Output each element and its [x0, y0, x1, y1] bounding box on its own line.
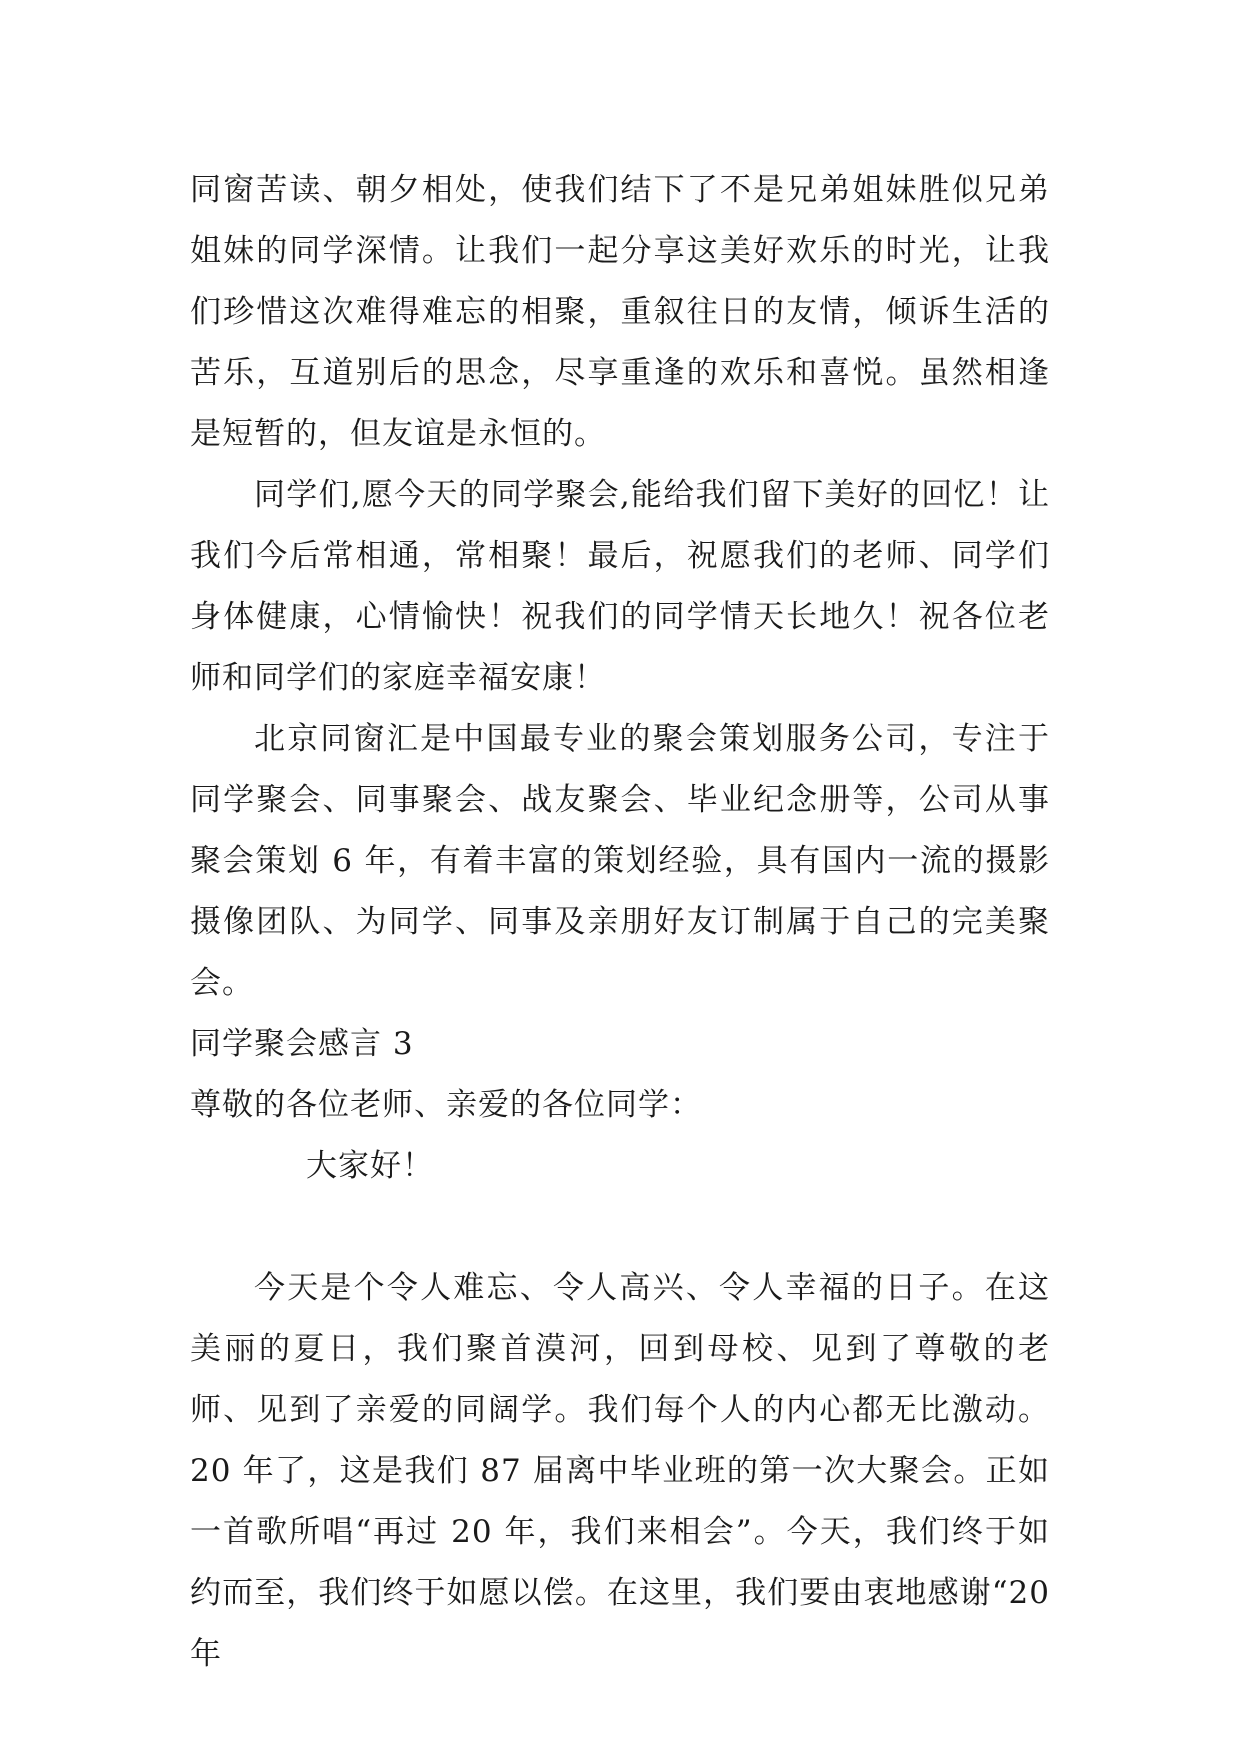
paragraph-wishes: 同学们,愿今天的同学聚会,能给我们留下美好的回忆！让我们今后常相通，常相聚！最后，祝愿我们的老师、同学们身体健康，心情愉快！祝我们的同学情天长地久！祝各位老师和同学们的家庭幸福安康！	[190, 477, 1050, 696]
paragraph-reunion-day: 今天是个令人难忘、令人高兴、令人幸福的日子。在这美丽的夏日，我们聚首漠河，回到母校、见到了尊敬的老师、见到了亲爱的同阔学。我们每个人的内心都无比激动。20 年了，这是我们 87 届离中毕业班的第一次大聚会。正如一首歌所唱“再过 20 年，我们来相会”。今天，我们终于如约而至，我们终于如愿以偿。在这里，我们要由衷地感谢“20 年	[190, 1270, 1050, 1672]
greeting: 大家好！	[306, 1148, 434, 1184]
section-heading: 同学聚会感言 3	[190, 1026, 414, 1062]
salutation: 尊敬的各位老师、亲爱的各位同学：	[190, 1087, 702, 1123]
document-body	[190, 160, 1050, 1685]
paragraph-company-intro: 北京同窗汇是中国最专业的聚会策划服务公司，专注于同学聚会、同事聚会、战友聚会、毕业纪念册等，公司从事聚会策划 6 年，有着丰富的策划经验，具有国内一流的摄影摄像团队、为同学、同事及亲朋好友订制属于自己的完美聚会。	[190, 721, 1050, 1001]
paragraph-friendship: 同窗苦读、朝夕相处，使我们结下了不是兄弟姐妹胜似兄弟姐妹的同学深情。让我们一起分享这美好欢乐的时光，让我们珍惜这次难得难忘的相聚，重叙往日的友情，倾诉生活的苦乐，互道别后的思念，尽享重逢的欢乐和喜悦。虽然相逢是短暂的，但友谊是永恒的。	[190, 172, 1050, 452]
blank-line	[190, 1197, 1050, 1258]
